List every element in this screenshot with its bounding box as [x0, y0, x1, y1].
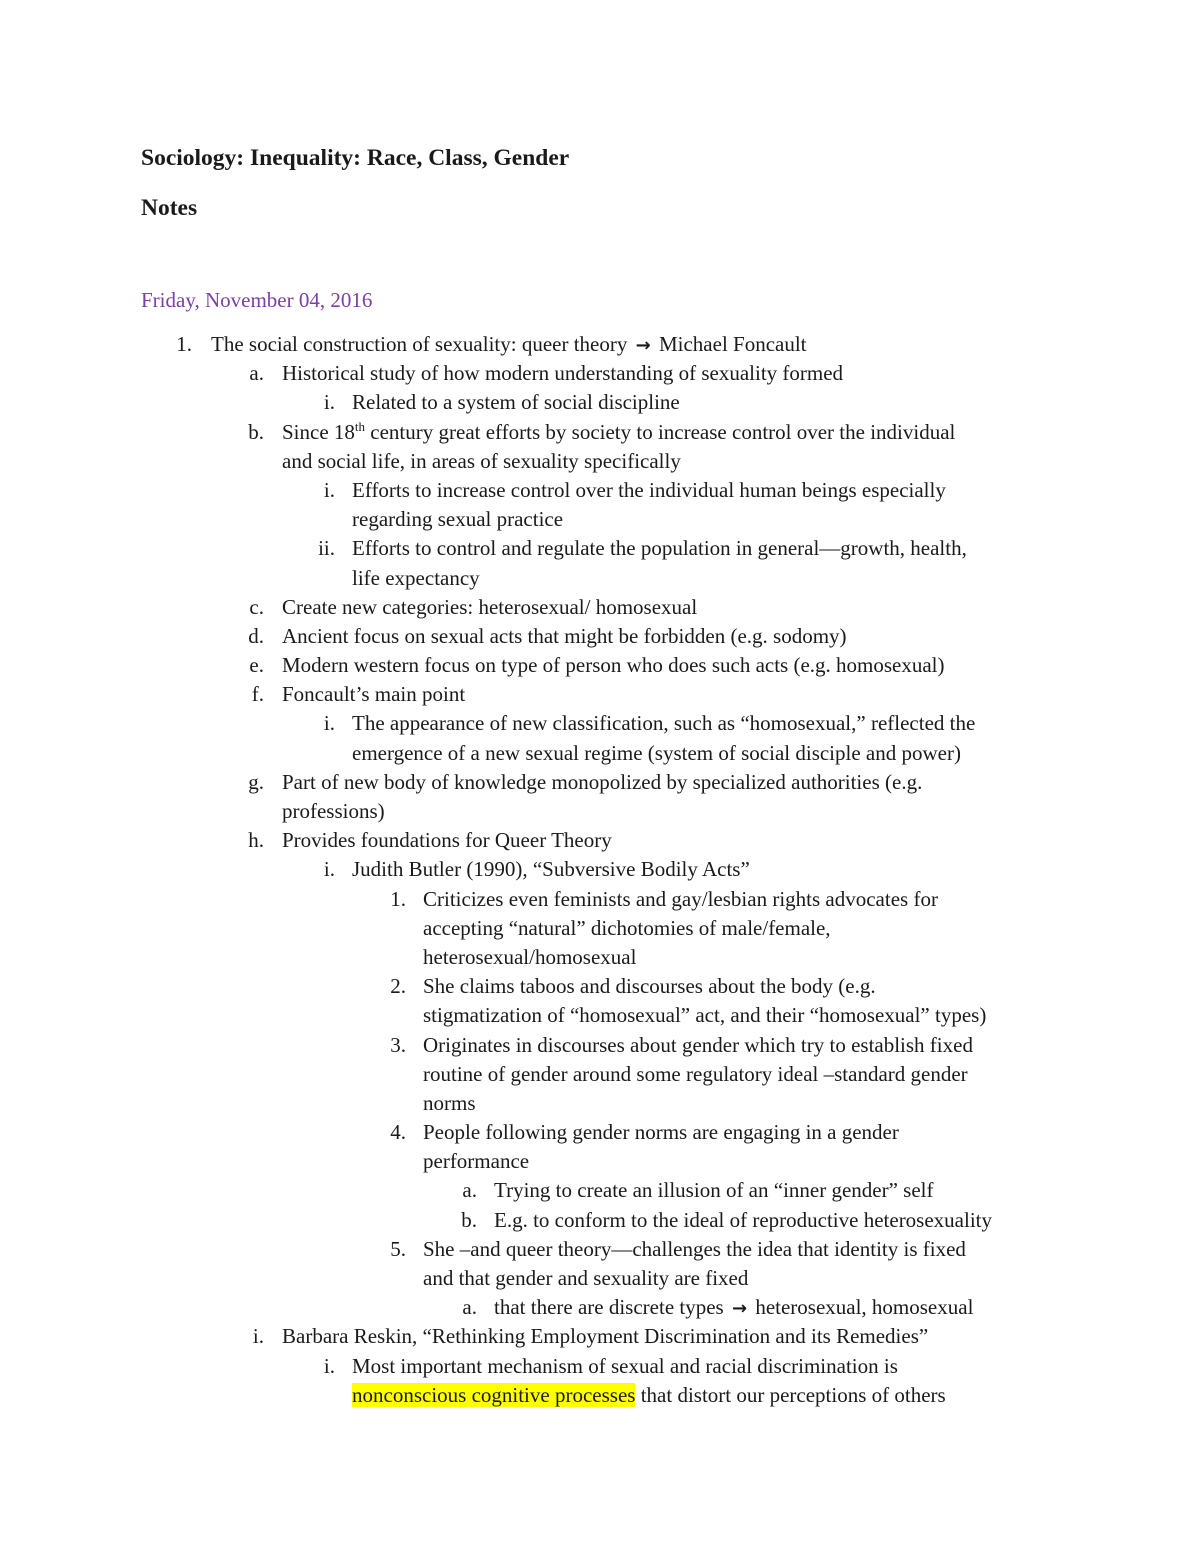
text-span: Since 18 — [282, 419, 355, 444]
list-marker: i. — [252, 1324, 264, 1349]
list-item — [0, 709, 1200, 738]
list-item-text: People following gender norms are engaging in a gender — [423, 1120, 899, 1145]
list-item-continuation — [0, 447, 1200, 476]
list-item-text: Modern western focus on type of person who does such acts (e.g. homosexual) — [282, 653, 945, 678]
list-item-text: E.g. to conform to the ideal of reproductive heterosexuality — [494, 1207, 993, 1232]
list-item-continuation — [0, 1147, 1200, 1176]
notes-outline — [0, 330, 1200, 1410]
text-span: that there are discrete types — [494, 1295, 724, 1320]
list-item-text: Efforts to control and regulate the population in general—growth, health, — [352, 536, 967, 561]
list-marker: d. — [248, 623, 264, 648]
list-item-text: life expectancy — [352, 565, 480, 590]
list-item-text: stigmatization of “homosexual” act, and their “homosexual” types) — [423, 1003, 987, 1028]
list-marker: i. — [323, 390, 335, 415]
list-item-text: routine of gender around some regulatory ideal –standard gender — [423, 1061, 968, 1086]
list-item-text: She claims taboos and discourses about the body (e.g. — [423, 974, 876, 999]
text-span: that distort our perceptions of others — [635, 1382, 946, 1407]
list-item-text — [282, 418, 955, 447]
list-item-text: Originates in discourses about gender which try to establish fixed — [423, 1032, 973, 1057]
list-item-continuation — [0, 914, 1200, 943]
list-item-text — [352, 1381, 946, 1410]
list-item-text: norms — [423, 1090, 476, 1115]
list-item-text: regarding sexual practice — [352, 507, 564, 532]
list-item-text: and that gender and sexuality are fixed — [423, 1266, 749, 1290]
list-marker: 5. — [390, 1236, 406, 1261]
list-item-text: Criticizes even feminists and gay/lesbian rights advocates for — [423, 886, 938, 911]
page-title: Sociology: Inequality: Race, Class, Gender — [141, 145, 570, 171]
list-marker: 4. — [390, 1120, 406, 1145]
list-marker: 1. — [390, 886, 406, 911]
list-item-text: Ancient focus on sexual acts that might be forbidden (e.g. sodomy) — [282, 623, 847, 648]
superscript: th — [354, 418, 366, 434]
right-arrow-icon: → — [635, 335, 651, 356]
list-item — [0, 826, 1200, 855]
list-marker: f. — [251, 682, 264, 707]
list-item — [0, 1235, 1200, 1264]
list-item — [0, 680, 1200, 709]
list-item-text: accepting “natural” dichotomies of male/female, — [423, 915, 831, 940]
list-item-continuation — [0, 564, 1200, 593]
list-item-text: professions) — [282, 799, 385, 823]
list-marker: c. — [249, 594, 264, 619]
list-marker: a. — [462, 1178, 477, 1203]
list-marker: b. — [461, 1207, 477, 1232]
list-item — [0, 768, 1200, 797]
text-span: Michael Foncault — [658, 332, 807, 356]
list-item-text — [211, 330, 807, 360]
list-item-continuation — [0, 1060, 1200, 1089]
list-marker: i. — [323, 1353, 335, 1378]
list-item-text: Provides foundations for Queer Theory — [282, 828, 612, 853]
list-item-continuation — [0, 505, 1200, 534]
list-marker: h. — [248, 828, 264, 853]
text-span: century great efforts by society to increase control over the individual — [365, 419, 956, 444]
list-item-text: Trying to create an illusion of an “inner gender” self — [494, 1178, 934, 1203]
list-item-text: Foncault’s main point — [282, 682, 466, 707]
list-marker: i. — [323, 711, 335, 736]
list-item — [0, 972, 1200, 1001]
list-item-text: Judith Butler (1990), “Subversive Bodily Acts” — [352, 857, 750, 882]
list-marker: a. — [249, 361, 264, 386]
list-marker: ii. — [318, 536, 335, 561]
list-marker: e. — [249, 653, 264, 678]
list-item-continuation — [0, 797, 1200, 826]
right-arrow-icon: → — [731, 1298, 748, 1320]
list-item — [0, 359, 1200, 388]
list-item-text: Most important mechanism of sexual and racial discrimination is — [352, 1353, 898, 1378]
list-item-continuation — [0, 943, 1200, 972]
list-item-text: She –and queer theory—challenges the idea that identity is fixed — [423, 1236, 966, 1261]
list-item — [0, 622, 1200, 651]
list-item — [0, 1031, 1200, 1060]
list-item-text: emergence of a new sexual regime (system of social disciple and power) — [352, 740, 961, 765]
list-item-text: performance — [423, 1149, 530, 1174]
list-item — [0, 388, 1200, 417]
list-item-text: and social life, in areas of sexuality specifically — [282, 448, 681, 473]
list-item-continuation — [0, 1264, 1200, 1293]
list-item-text — [494, 1293, 973, 1323]
list-marker: b. — [248, 419, 264, 444]
list-item-text: Barbara Reskin, “Rethinking Employment Discrimination and its Remedies” — [282, 1324, 929, 1349]
list-item — [0, 593, 1200, 622]
list-marker: i. — [323, 477, 335, 502]
list-marker: i. — [323, 857, 335, 882]
list-marker: 1. — [176, 332, 192, 356]
list-item-text: heterosexual/homosexual — [423, 944, 637, 969]
list-item — [0, 1206, 1200, 1235]
list-item — [0, 1118, 1200, 1147]
page-subtitle: Notes — [141, 195, 198, 221]
list-item-text: Historical study of how modern understanding of sexuality formed — [282, 361, 844, 386]
list-item-text: Efforts to increase control over the individual human beings especially — [352, 477, 946, 502]
list-item-continuation — [0, 1001, 1200, 1030]
list-item — [0, 1322, 1200, 1351]
list-item-text: Create new categories: heterosexual/ homosexual — [282, 594, 698, 619]
list-item — [0, 476, 1200, 505]
list-item-continuation — [0, 739, 1200, 768]
list-marker: a. — [462, 1295, 477, 1320]
list-item-text: The appearance of new classification, such as “homosexual,” reflected the — [352, 711, 976, 736]
list-item — [0, 534, 1200, 563]
list-item — [0, 418, 1200, 447]
date-heading: Friday, November 04, 2016 — [141, 288, 373, 312]
list-item — [0, 651, 1200, 680]
list-item — [0, 1293, 1200, 1322]
list-item — [0, 1352, 1200, 1381]
list-item-text: Part of new body of knowledge monopolized by specialized authorities (e.g. — [282, 769, 923, 794]
list-marker: g. — [248, 769, 264, 794]
list-marker: 2. — [390, 974, 406, 999]
list-item — [0, 855, 1200, 884]
list-item — [0, 1176, 1200, 1205]
list-item-continuation — [0, 1381, 1200, 1410]
highlighted-text: nonconscious cognitive processes — [352, 1382, 636, 1407]
list-item-text: Related to a system of social discipline — [352, 390, 680, 415]
text-span: heterosexual, homosexual — [755, 1295, 974, 1320]
list-item — [0, 885, 1200, 914]
list-marker: 3. — [390, 1032, 406, 1057]
text-span: The social construction of sexuality: queer theory — [211, 332, 628, 356]
list-item-continuation — [0, 1089, 1200, 1118]
list-item — [0, 330, 1200, 359]
